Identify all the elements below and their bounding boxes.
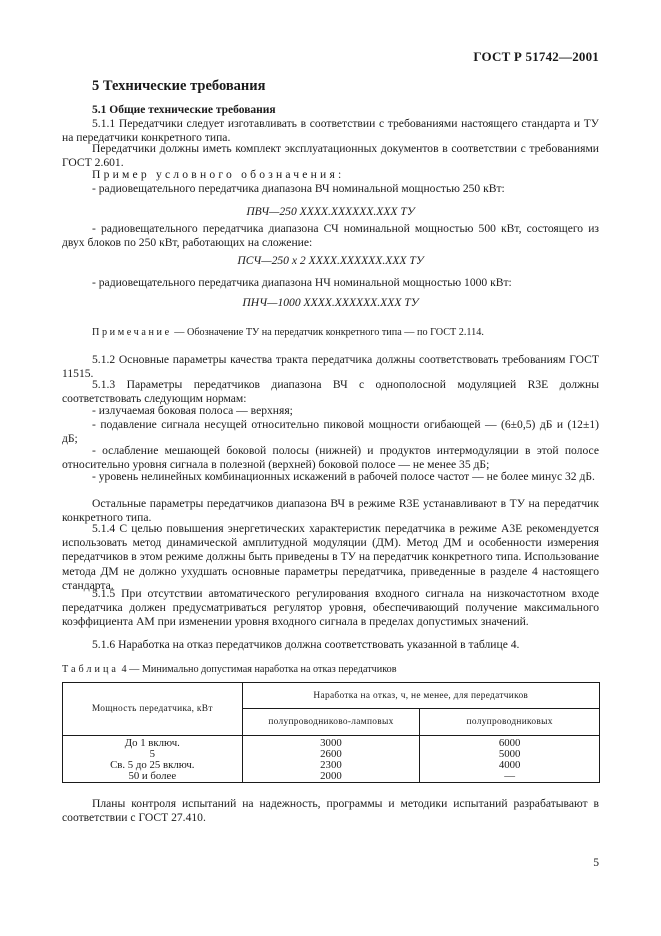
standard-header: ГОСТ Р 51742—2001 [473,49,599,64]
paragraph-other-params: Остальные параметры передатчиков диапазона ВЧ в режиме R3E устанавливают в ТУ на передатчик конкретного типа. [62,497,599,525]
column-header-semiconductor-tube: полупроводниково-ламповых [242,709,420,736]
page-number: 5 [593,856,599,869]
table-row [63,771,600,783]
table-caption [62,664,397,675]
clause-5-1-3: 5.1.3 Параметры передатчиков диапазона ВЧ с однополосной модуляцией R3E должны соответствовать следующим нормам: [62,378,599,406]
clause-5-1-5: 5.1.5 При отсутствии автоматического регулирования входного сигнала на низкочастотном входе передатчика должен предусматриваться регулятор уровня, обеспечивающий получение максимального коэффициента АМ при изменении уровня входного сигнала в пределах допустимых значений. [62,587,599,629]
cell-power: 50 и более [63,771,243,783]
table-caption-label: Таблица [62,664,119,675]
subsection-title: 5.1 Общие технические требования [92,104,276,116]
table-row [63,736,600,750]
column-header-group: Наработка на отказ, ч, не менее, для передатчиков [242,683,599,709]
cell-semiconductor: 4000 [420,760,600,771]
norm-item-1: - излучаемая боковая полоса — верхняя; [92,404,293,417]
note [92,327,484,338]
table-4 [62,682,600,783]
example-item-3: - радиовещательного передатчика диапазона НЧ номинальной мощностью 1000 кВт: [92,276,512,289]
cell-semiconductor-tube: 2000 [242,771,420,783]
paragraph-test-plans: Планы контроля испытаний на надежность, программы и методики испытаний разрабатывают в соответствии с ГОСТ 27.410. [62,797,599,825]
note-label: Примечание [92,327,172,338]
formula-3: ПНЧ—1000 XXXX.XXXXXX.XXX ТУ [242,296,419,309]
cell-semiconductor-tube: 2600 [242,749,420,760]
norm-item-4: - уровень нелинейных комбинационных искажений в рабочей полосе частот — не более минус 32 дБ. [92,470,595,483]
clause-5-1-2: 5.1.2 Основные параметры качества тракта передатчика должны соответствовать требованиям ГОСТ 11515. [62,353,599,381]
note-text: — Обозначение ТУ на передатчик конкретного типа — по ГОСТ 2.114. [174,327,484,338]
cell-semiconductor: 5000 [420,749,600,760]
formula-1: ПВЧ—250 XXXX.XXXXXX.XXX ТУ [246,205,415,218]
clause-5-1-6: 5.1.6 Наработка на отказ передатчиков должна соответствовать указанной в таблице 4. [92,638,520,651]
norm-item-3: - ослабление мешающей боковой полосы (нижней) и продуктов интермодуляции в этой полосе относительно уровня сигнала в полезной (верхней) боковой полосе — не менее 35 дБ; [62,444,599,472]
cell-semiconductor: 6000 [420,736,600,750]
norm-item-2: - подавление сигнала несущей относительно пиковой мощности огибающей — (6±0,5) дБ и (12±1) дБ; [62,418,599,446]
example-label: Пример условного обозначения: [92,168,345,181]
cell-power: До 1 включ. [63,736,243,750]
example-item-2: - радиовещательного передатчика диапазона СЧ номинальной мощностью 500 кВт, состоящего из двух блоков по 250 кВт, работающих на сложение: [62,222,599,250]
table-caption-text: 4 — Минимально допустимая наработка на отказ передатчиков [121,664,397,675]
section-title: 5 Технические требования [92,78,266,94]
formula-2: ПСЧ—250 х 2 XXXX.XXXXXX.XXX ТУ [237,254,424,267]
column-header-power: Мощность передатчика, кВт [63,683,243,736]
paragraph-docs: Передатчики должны иметь комплект эксплуатационных документов в соответствии с требованиями ГОСТ 2.601. [62,142,599,170]
column-header-semiconductor: полупроводниковых [420,709,600,736]
cell-semiconductor-tube: 3000 [242,736,420,750]
cell-semiconductor: — [420,771,600,783]
cell-power: Св. 5 до 25 включ. [63,760,243,771]
example-item-1: - радиовещательного передатчика диапазона ВЧ номинальной мощностью 250 кВт: [92,182,505,195]
cell-semiconductor-tube: 2300 [242,760,420,771]
cell-power: 5 [63,749,243,760]
clause-5-1-4: 5.1.4 С целью повышения энергетических характеристик передатчика в режиме А3Е рекомендуется использовать метод динамической амплитудной модуляции (ДМ). Метод ДМ и особенности измерения передатчиков в этом режиме должны быть приведены в ТУ на передатчик конкретного типа. Использование метода ДМ не должно ухудшать основные параметры передатчика, приведенные в разделе 4 настоящего стандарта. [62,522,599,592]
clause-5-1-1: 5.1.1 Передатчики следует изготавливать в соответствии с требованиями настоящего стандарта и ТУ на передатчики конкретного типа. [62,117,599,145]
